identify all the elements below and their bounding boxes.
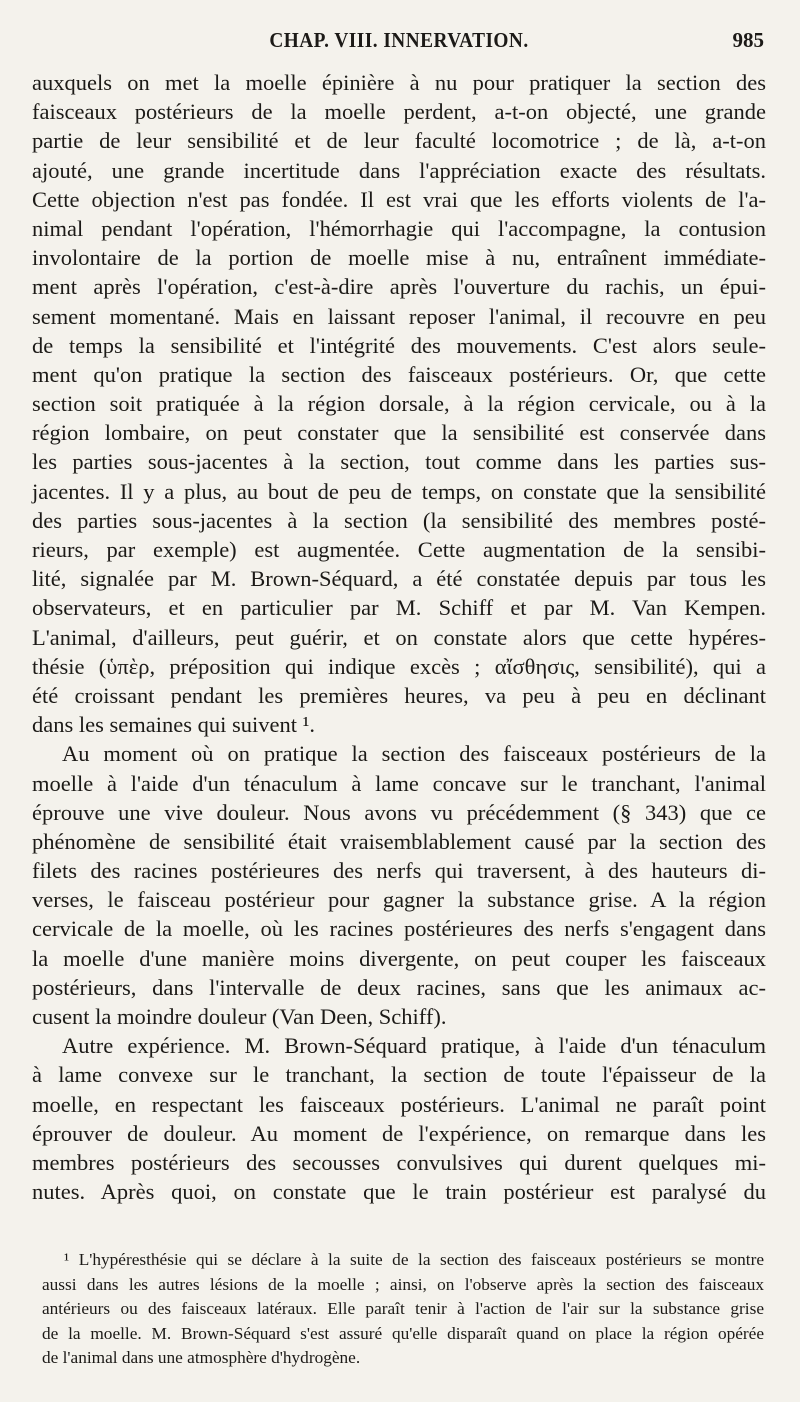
text-line: éprouve une vive douleur. Nous avons vu précédemment (§ 343) que ce bbox=[32, 799, 766, 825]
footnote-line: antérieurs ou des faisceaux latéraux. Elle paraît tenir à l'action de l'air sur la substance grise bbox=[42, 1299, 764, 1318]
footnote-line: de la moelle. M. Brown-Séquard s'est assuré qu'elle disparaît quand on place la région opérée bbox=[42, 1323, 764, 1343]
text-line: thésie (ὑπὲρ, préposition qui indique excès ; αἴσθησις, sensibilité), qui a bbox=[32, 653, 766, 679]
text-line: phénomène de sensibilité était vraisemblablement causé par la section des bbox=[32, 828, 766, 854]
text-line: moelle à l'aide d'un ténaculum à lame concave sur le tranchant, l'animal bbox=[32, 770, 766, 796]
text-line: à lame convexe sur le tranchant, la section de toute l'épaisseur de la bbox=[32, 1062, 766, 1088]
text-line: les parties sous-jacentes à la section, tout comme dans les parties sus- bbox=[32, 449, 766, 475]
text-line: observateurs, et en particulier par M. Schiff et par M. Van Kempen. bbox=[32, 595, 766, 621]
text-line: ajouté, une grande incertitude dans l'appréciation exacte des résultats. bbox=[32, 157, 766, 183]
text-line: cervicale de la moelle, où les racines postérieures des nerfs s'engagent dans bbox=[32, 916, 766, 942]
text-line: jacentes. Il y a plus, au bout de peu de temps, on constate que la sensibilité bbox=[32, 478, 766, 504]
text-line: verses, le faisceau postérieur pour gagner la substance grise. A la région bbox=[32, 887, 766, 913]
text-line: la moelle d'une manière moins divergente, on peut couper les faisceaux bbox=[32, 945, 766, 971]
text-line: lité, signalée par M. Brown-Séquard, a été constatée depuis par tous les bbox=[32, 566, 766, 592]
text-line: auxquels on met la moelle épinière à nu pour pratiquer la section des bbox=[32, 70, 766, 95]
footnote-line: aussi dans les autres lésions de la moelle ; ainsi, on l'observe après la section des faisceaux bbox=[42, 1274, 764, 1294]
page-number: 985 bbox=[732, 28, 764, 52]
text-line: cusent la moindre douleur (Van Deen, Schiff). bbox=[32, 1004, 447, 1029]
text-line: filets des racines postérieures des nerfs qui traversent, à des hauteurs di- bbox=[32, 858, 766, 884]
text-line: dans les semaines qui suivent ¹. bbox=[32, 712, 315, 738]
text-line: Autre expérience. M. Brown-Séquard pratique, à l'aide d'un ténaculum bbox=[62, 1033, 766, 1059]
text-line: ment qu'on pratique la section des faisceaux postérieurs. Or, que cette bbox=[32, 361, 766, 387]
text-line: Au moment où on pratique la section des faisceaux postérieurs de la bbox=[62, 741, 766, 767]
text-line: section soit pratiquée à la région dorsale, à la région cervicale, ou à la bbox=[32, 391, 766, 417]
page-header bbox=[34, 28, 764, 58]
text-line: sement momentané. Mais en laissant reposer l'animal, il recouvre en peu bbox=[32, 303, 766, 329]
text-line: rieurs, par exemple) est augmentée. Cette augmentation de la sensibi- bbox=[32, 537, 766, 562]
text-line: de temps la sensibilité et l'intégrité des mouvements. C'est alors seule- bbox=[32, 332, 766, 358]
text-line: postérieurs, dans l'intervalle de deux racines, sans que les animaux ac- bbox=[32, 974, 766, 1000]
text-line: involontaire de la portion de moelle mise à nu, entraînent immédiate- bbox=[32, 245, 766, 271]
text-line: faisceaux postérieurs de la moelle perdent, a-t-on objecté, une grande bbox=[32, 99, 766, 125]
text-line: ment après l'opération, c'est-à-dire après l'ouverture du rachis, un épui- bbox=[32, 274, 766, 300]
body-text bbox=[32, 68, 766, 1206]
text-line: nutes. Après quoi, on constate que le train postérieur est paralysé du bbox=[32, 1179, 766, 1205]
text-line: L'animal, d'ailleurs, peut guérir, et on constate alors que cette hypéres- bbox=[32, 624, 766, 650]
text-line: membres postérieurs des secousses convulsives qui durent quelques mi- bbox=[32, 1149, 766, 1175]
text-line: des parties sous-jacentes à la section (la sensibilité des membres posté- bbox=[32, 507, 766, 533]
text-line: partie de leur sensibilité et de leur faculté locomotrice ; de là, a-t-on bbox=[32, 128, 766, 154]
text-line: moelle, en respectant les faisceaux postérieurs. L'animal ne paraît point bbox=[32, 1091, 766, 1117]
footnote-line: ¹ L'hypéresthésie qui se déclare à la suite de la section des faisceaux postérieurs se montre bbox=[64, 1250, 764, 1269]
text-line: éprouver de douleur. Au moment de l'expérience, on remarque dans les bbox=[32, 1120, 766, 1146]
footnote-line: de l'animal dans une atmosphère d'hydrogène. bbox=[42, 1348, 361, 1367]
running-head: CHAP. VIII. INNERVATION. bbox=[269, 28, 529, 52]
text-line: région lombaire, on peut constater que la sensibilité est conservée dans bbox=[32, 420, 766, 446]
text-line: été croissant pendant les premières heures, va peu à peu en déclinant bbox=[32, 682, 766, 708]
text-line: Cette objection n'est pas fondée. Il est vrai que les efforts violents de l'a- bbox=[32, 186, 766, 212]
text-line: nimal pendant l'opération, l'hémorrhagie qui l'accompagne, la contusion bbox=[32, 215, 766, 241]
footnotes bbox=[42, 1248, 764, 1371]
